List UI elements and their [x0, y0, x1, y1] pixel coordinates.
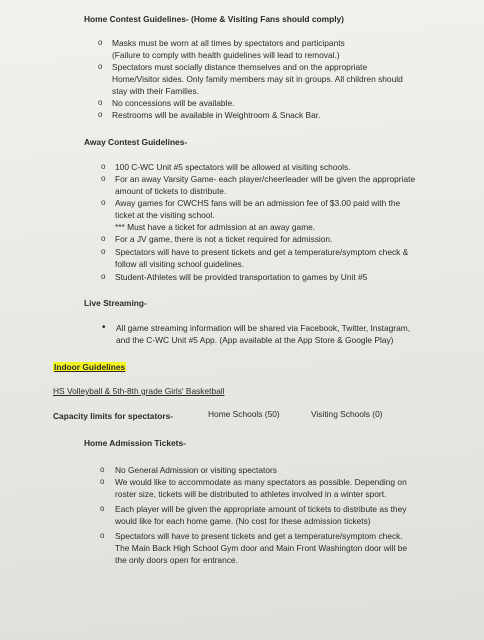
indoor-subheading: HS Volleyball & 5th-8th grade Girls' Basketball — [53, 386, 225, 396]
list-item-line: We would like to accommodate as many spectators as possible. Depending on — [115, 477, 407, 487]
capacity-label: Capacity limits for spectators- — [53, 411, 174, 421]
list-item-line: stay with their Families. — [112, 86, 200, 96]
list-item-line: (Failure to comply with health guidelines will lead to removal.) — [112, 50, 340, 60]
list-item-line: Home/Visitor sides. Only family members may sit in groups. All children should — [112, 74, 403, 84]
circle-bullet-icon: o — [100, 531, 105, 540]
list-item-line: *** Must have a ticket for admission at an away game. — [115, 222, 316, 232]
list-item-line: Spectators must socially distance themselves and on the appropriate — [112, 62, 368, 72]
list-item-line: Student-Athletes will be provided transportation to games by Unit #5 — [115, 272, 368, 282]
list-item-line: the only doors open for entrance. — [115, 555, 238, 565]
list-item-line: The Main Back High School Gym door and Main Front Washington door will be — [115, 543, 408, 553]
list-item-line: roster size, tickets will be distributed to athletes involved in a winter sport. — [115, 489, 387, 499]
list-item-line: ticket at the visiting school. — [115, 210, 215, 220]
home-schools-capacity: Home Schools (50) — [208, 409, 280, 419]
circle-bullet-icon: o — [98, 110, 103, 119]
circle-bullet-icon: o — [101, 174, 106, 183]
list-item-line: Each player will be given the appropriate amount of tickets to distribute as they — [115, 504, 407, 514]
circle-bullet-icon: o — [98, 38, 103, 47]
circle-bullet-icon: o — [100, 465, 105, 474]
circle-bullet-icon: o — [101, 247, 106, 256]
list-item-line: Spectators will have to present tickets and get a temperature/symptom check. — [115, 531, 403, 541]
live-streaming-heading: Live Streaming- — [84, 298, 147, 308]
circle-bullet-icon: o — [98, 62, 103, 71]
admission-heading: Home Admission Tickets- — [84, 438, 186, 448]
away-guidelines-heading: Away Contest Guidelines- — [84, 137, 188, 147]
list-item-line: Away games for CWCHS fans will be an admission fee of $3.00 paid with the — [115, 198, 401, 208]
indoor-guidelines-heading: Indoor Guidelines — [54, 362, 126, 372]
list-item-line: Restrooms will be available in Weightroom & Snack Bar. — [112, 110, 321, 120]
list-item-line: follow all visiting school guidelines. — [115, 259, 244, 269]
visiting-schools-capacity: Visiting Schools (0) — [311, 409, 383, 419]
list-item-line: All game streaming information will be shared via Facebook, Twitter, Instagram, — [116, 323, 411, 333]
list-item-line: would like for each home game. (No cost for these admission tickets) — [115, 516, 371, 526]
list-item-line: and the C-WC Unit #5 App. (App available at the App Store & Google Play) — [116, 335, 394, 345]
circle-bullet-icon: o — [101, 198, 106, 207]
circle-bullet-icon: o — [101, 162, 106, 171]
list-item-line: No concessions will be available. — [112, 98, 235, 108]
list-item-line: Masks must be worn at all times by spectators and participants — [112, 38, 345, 48]
circle-bullet-icon: o — [98, 98, 103, 107]
list-item-line: 100 C-WC Unit #5 spectators will be allowed at visiting schools. — [115, 162, 351, 172]
list-item-line: No General Admission or visiting spectators — [115, 465, 277, 475]
circle-bullet-icon: o — [100, 504, 105, 513]
home-guidelines-heading: Home Contest Guidelines- (Home & Visiting Fans should comply) — [84, 14, 344, 24]
filled-bullet-icon: • — [102, 322, 106, 333]
list-item-line: For a JV game, there is not a ticket required for admission. — [115, 234, 333, 244]
list-item-line: amount of tickets to distribute. — [115, 186, 227, 196]
list-item-line: Spectators will have to present tickets and get a temperature/symptom check & — [115, 247, 409, 257]
circle-bullet-icon: o — [101, 272, 106, 281]
circle-bullet-icon: o — [101, 234, 106, 243]
list-item-line: For an away Varsity Game- each player/cheerleader will be given the appropriate — [115, 174, 416, 184]
circle-bullet-icon: o — [100, 477, 105, 486]
